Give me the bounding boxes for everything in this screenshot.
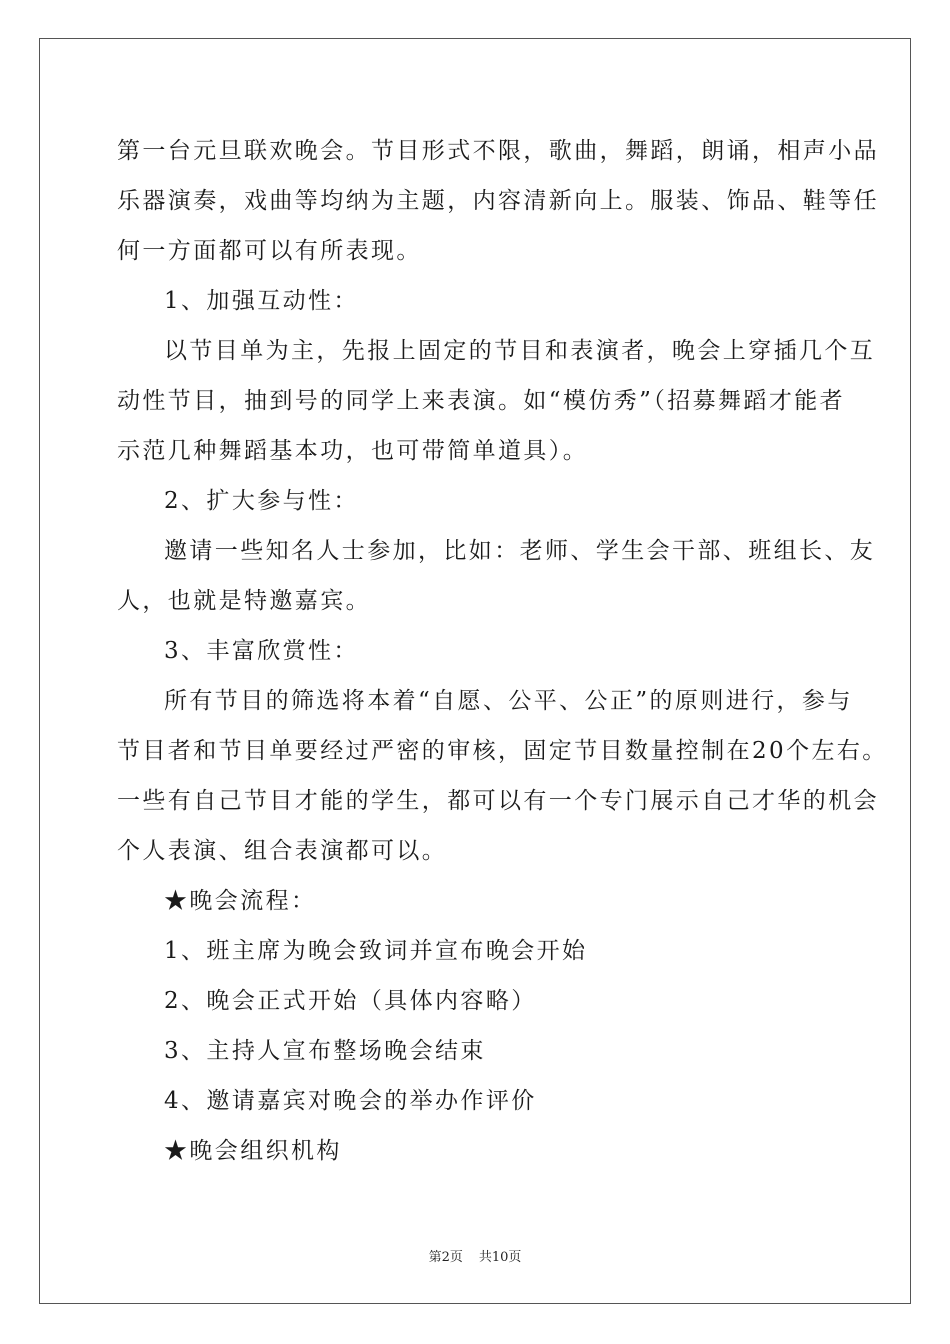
body-line: 个人表演、组合表演都可以。 (117, 838, 448, 864)
page-number: 第2页 (428, 1250, 463, 1265)
flow-item: 3、主持人宣布整场晚会结束 (164, 1038, 486, 1064)
document-body (117, 126, 888, 1176)
body-line: 所有节目的筛选将本着“自愿、公平、公正”的原则进行，参与 (164, 688, 853, 714)
body-line: 何一方面都可以有所表现。 (117, 238, 422, 264)
body-line: 一些有自己节目才能的学生，都可以有一个专门展示自己才华的机会 (117, 788, 879, 814)
flow-item: 4、邀请嘉宾对晚会的举办作评价 (164, 1088, 537, 1114)
body-line: 节目者和节目单要经过严密的审核，固定节目数量控制在20个左右。 (117, 738, 888, 764)
section-heading-appreciation: 3、丰富欣赏性： (164, 638, 359, 664)
body-line: 动性节目，抽到号的同学上来表演。如“模仿秀”（招募舞蹈才能者 (117, 388, 846, 414)
page-footer (0, 1248, 950, 1268)
flow-item: 2、晚会正式开始（具体内容略） (164, 988, 537, 1014)
flow-item: 1、班主席为晚会致词并宣布晚会开始 (164, 938, 588, 964)
body-line: 人，也就是特邀嘉宾。 (117, 588, 371, 614)
section-heading-program-flow: ★晚会流程： (164, 888, 317, 914)
page-total: 共10页 (478, 1250, 522, 1265)
section-heading-organization: ★晚会组织机构 (164, 1138, 342, 1164)
section-heading-participation: 2、扩大参与性： (164, 488, 359, 514)
section-heading-interactivity: 1、加强互动性： (164, 288, 359, 314)
body-line: 以节目单为主，先报上固定的节目和表演者，晚会上穿插几个互 (164, 338, 876, 364)
body-line: 第一台元旦联欢晚会。节目形式不限，歌曲，舞蹈，朗诵，相声小品 (117, 138, 879, 164)
body-line: 乐器演奏，戏曲等均纳为主题，内容清新向上。服装、饰品、鞋等任 (117, 188, 879, 214)
body-line: 邀请一些知名人士参加，比如：老师、学生会干部、班组长、友 (164, 538, 876, 564)
body-line: 示范几种舞蹈基本功，也可带简单道具）。 (117, 438, 589, 464)
